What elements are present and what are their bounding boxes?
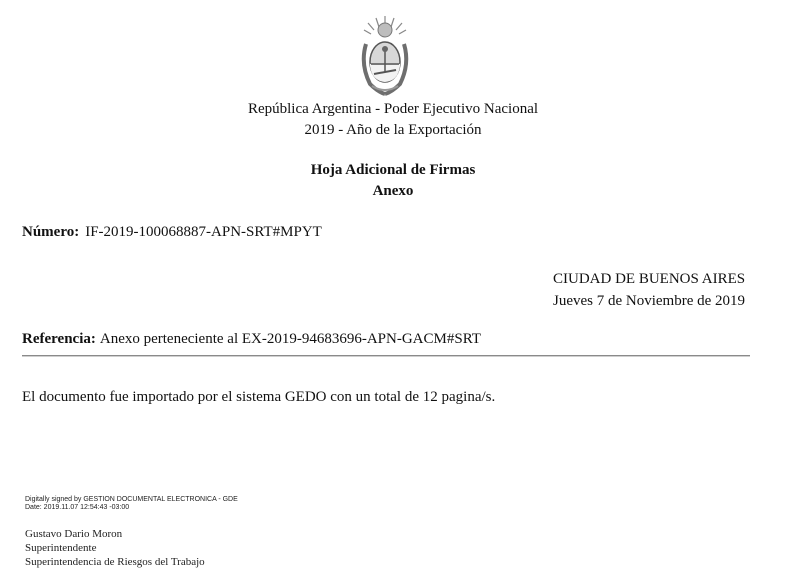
document-title: Hoja Adicional de Firmas bbox=[310, 162, 476, 178]
digital-signature-line-1: Digitally signed by GESTION DOCUMENTAL ELECTRONICA - GDE bbox=[25, 496, 238, 503]
signer-block bbox=[25, 527, 205, 569]
divider bbox=[22, 355, 750, 357]
city: CIUDAD DE BUENOS AIRES bbox=[553, 271, 746, 287]
coat-of-arms-icon bbox=[356, 14, 414, 96]
digital-signature-line-2: Date: 2019.11.07 12:54:43 -03:00 bbox=[25, 504, 130, 511]
signer-organization: Superintendencia de Riesgos del Trabajo bbox=[25, 556, 205, 568]
date: Jueves 7 de Noviembre de 2019 bbox=[553, 293, 746, 309]
place-date-block bbox=[553, 268, 745, 312]
referencia-value: Anexo perteneciente al EX-2019-94683696-APN-GACM#SRT bbox=[99, 331, 481, 347]
numero-label: Número: bbox=[22, 224, 80, 240]
digital-signature bbox=[25, 496, 238, 512]
referencia-row bbox=[22, 331, 481, 348]
header-line-1: República Argentina - Poder Ejecutivo Nacional bbox=[247, 101, 539, 117]
signer-position: Superintendente bbox=[25, 542, 97, 554]
numero-value: IF-2019-100068887-APN-SRT#MPYT bbox=[85, 224, 322, 240]
numero-row bbox=[22, 224, 322, 241]
document-subtitle: Anexo bbox=[372, 183, 414, 199]
body-text: El documento fue importado por el sistema GEDO con un total de 12 pagina/s. bbox=[22, 389, 496, 405]
header-line-2: 2019 - Año de la Exportación bbox=[304, 122, 482, 138]
referencia-label: Referencia: bbox=[22, 331, 96, 347]
signer-name: Gustavo Dario Moron bbox=[25, 528, 123, 540]
